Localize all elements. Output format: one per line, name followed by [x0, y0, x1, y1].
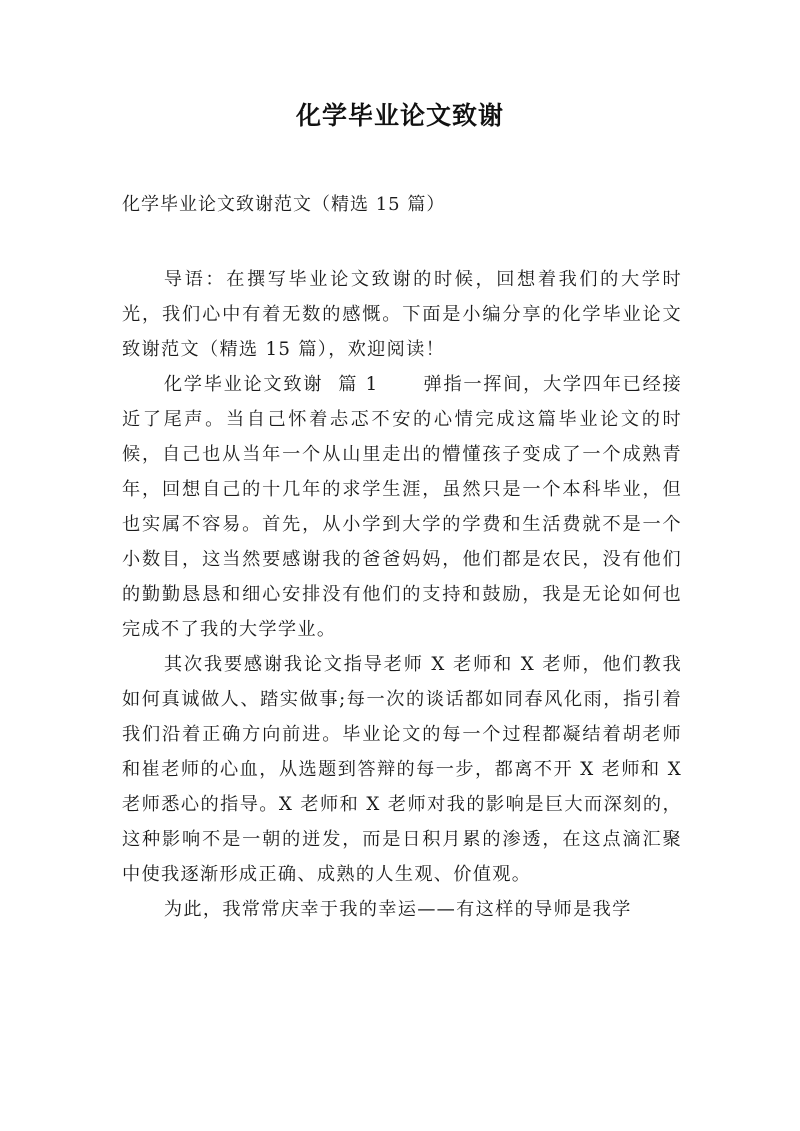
section-1-paragraph	[122, 367, 682, 647]
paragraph-2: 其次我要感谢我论文指导老师 X 老师和 X 老师，他们教我如何真诚做人、踏实做事;每一次的谈话都如同春风化雨，指引着我们沿着正确方向前进。毕业论文的每一个过程都凝结着胡老师和崔老师的心血，从选题到答辩的每一步，都离不开 X 老师和 X 老师悉心的指导。X 老师和 X 老师对我的影响是巨大而深刻的，这种影响不是一朝的迸发，而是日积月累的渗透，在这点滴汇聚中使我逐渐形成正确、成熟的人生观、价值观。	[122, 654, 682, 885]
document-subtitle: 化学毕业论文致谢范文（精选 15 篇）	[122, 194, 446, 215]
document-title: 化学毕业论文致谢	[295, 101, 504, 130]
paragraph-1-text: 弹指一挥间，大学四年已经接近了尾声。当自己怀着忐忑不安的心情完成这篇毕业论文的时候，自己也从当年一个从山里走出的懵懂孩子变成了一个成熟青年，回想自己的十几年的求学生涯，虽然只是一个本科毕业，但也实属不容易。首先，从小学到大学的学费和生活费就不是一个小数目，这当然要感谢我的爸爸妈妈，他们都是农民，没有他们的勤勤恳恳和细心安排没有他们的支持和鼓励，我是无论如何也完成不了我的大学学业。	[122, 374, 682, 640]
document-body	[122, 262, 682, 927]
paragraph-3: 为此，我常常庆幸于我的幸运——有这样的导师是我学	[163, 899, 632, 920]
section-heading: 化学毕业论文致谢 篇 1	[163, 374, 424, 395]
intro-paragraph: 导语：在撰写毕业论文致谢的时候，回想着我们的大学时光，我们心中有着无数的感慨。下面是小编分享的化学毕业论文致谢范文（精选 15 篇），欢迎阅读！	[122, 269, 682, 360]
